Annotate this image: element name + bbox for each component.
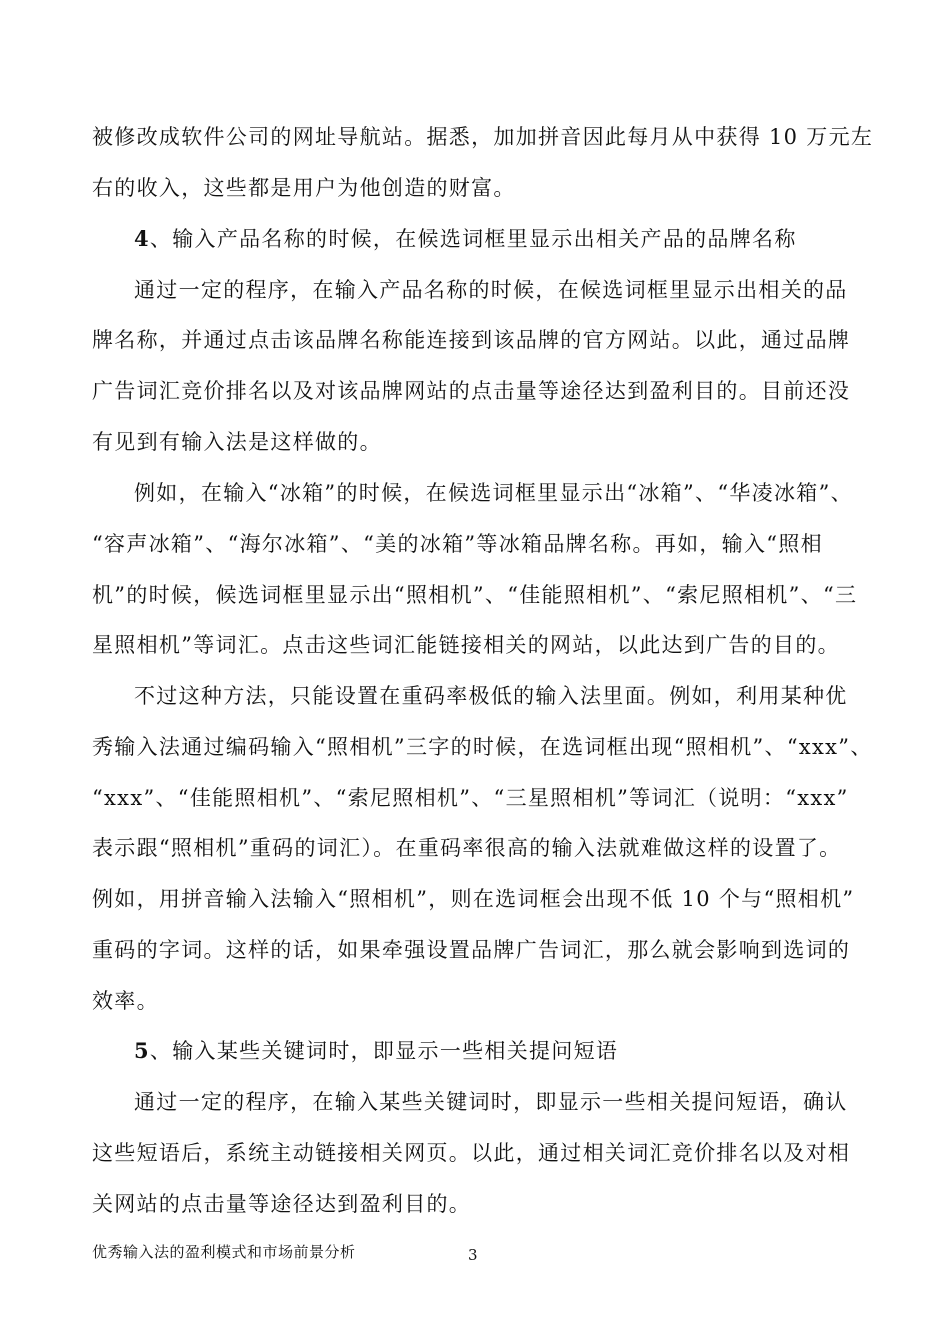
body-line: 秀输入法通过编码输入“照相机”三字的时候，在选词框出现“照相机”、“xxx”、 [92, 735, 873, 759]
body-line: 被修改成软件公司的网址导航站。据悉，加加拼音因此每月从中获得 10 万元左 [92, 125, 874, 149]
section-heading-4 [134, 224, 862, 254]
body-line: 通过一定的程序，在输入产品名称的时候，在候选词框里显示出相关的品 [134, 278, 848, 302]
heading-number: 5 [134, 1038, 150, 1063]
body-line: 重码的字词。这样的话，如果牵强设置品牌广告词汇，那么就会影响到选词的 [92, 938, 851, 962]
body-line: 例如，在输入“冰箱”的时候，在候选词框里显示出“冰箱”、“华凌冰箱”、 [134, 481, 853, 505]
body-line: “xxx”、“佳能照相机”、“索尼照相机”、“三星照相机”等词汇（说明：“xxx” [92, 786, 849, 810]
section-heading-5 [134, 1036, 862, 1066]
body-line: 效率。 [92, 989, 159, 1013]
body-line: 星照相机”等词汇。点击这些词汇能链接相关的网站，以此达到广告的目的。 [92, 633, 840, 657]
body-line: 这些短语后，系统主动链接相关网页。以此，通过相关词汇竞价排名以及对相 [92, 1141, 851, 1165]
heading-number: 4 [134, 226, 150, 251]
body-line: 不过这种方法，只能设置在重码率极低的输入法里面。例如，利用某种优 [134, 684, 848, 708]
body-line: 表示跟“照相机”重码的词汇）。在重码率很高的输入法就难做这样的设置了。 [92, 836, 842, 860]
body-line: 广告词汇竞价排名以及对该品牌网站的点击量等途径达到盈利目的。目前还没 [92, 379, 851, 403]
body-line: 通过一定的程序，在输入某些关键词时，即显示一些相关提问短语，确认 [134, 1090, 848, 1114]
body-line: 机”的时候，候选词框里显示出“照相机”、“佳能照相机”、“索尼照相机”、“三 [92, 583, 858, 607]
heading-text: 、输入某些关键词时，即显示一些相关提问短语 [149, 1039, 619, 1063]
page-number: 3 [468, 1246, 478, 1264]
body-line: 例如，用拼音输入法输入“照相机”，则在选词框会出现不低 10 个与“照相机” [92, 887, 855, 911]
heading-text: 、输入产品名称的时候，在候选词框里显示出相关产品的品牌名称 [149, 227, 797, 251]
body-line: 关网站的点击量等途径达到盈利目的。 [92, 1192, 472, 1216]
body-line: 有见到有输入法是这样做的。 [92, 430, 382, 454]
footer-document-title: 优秀输入法的盈利模式和市场前景分析 [92, 1243, 356, 1261]
body-line: 右的收入，这些都是用户为他创造的财富。 [92, 176, 516, 200]
body-line: 牌名称，并通过点击该品牌名称能连接到该品牌的官方网站。以此，通过品牌 [92, 328, 851, 352]
body-line: “容声冰箱”、“海尔冰箱”、“美的冰箱”等冰箱品牌名称。再如，输入“照相 [92, 532, 823, 556]
